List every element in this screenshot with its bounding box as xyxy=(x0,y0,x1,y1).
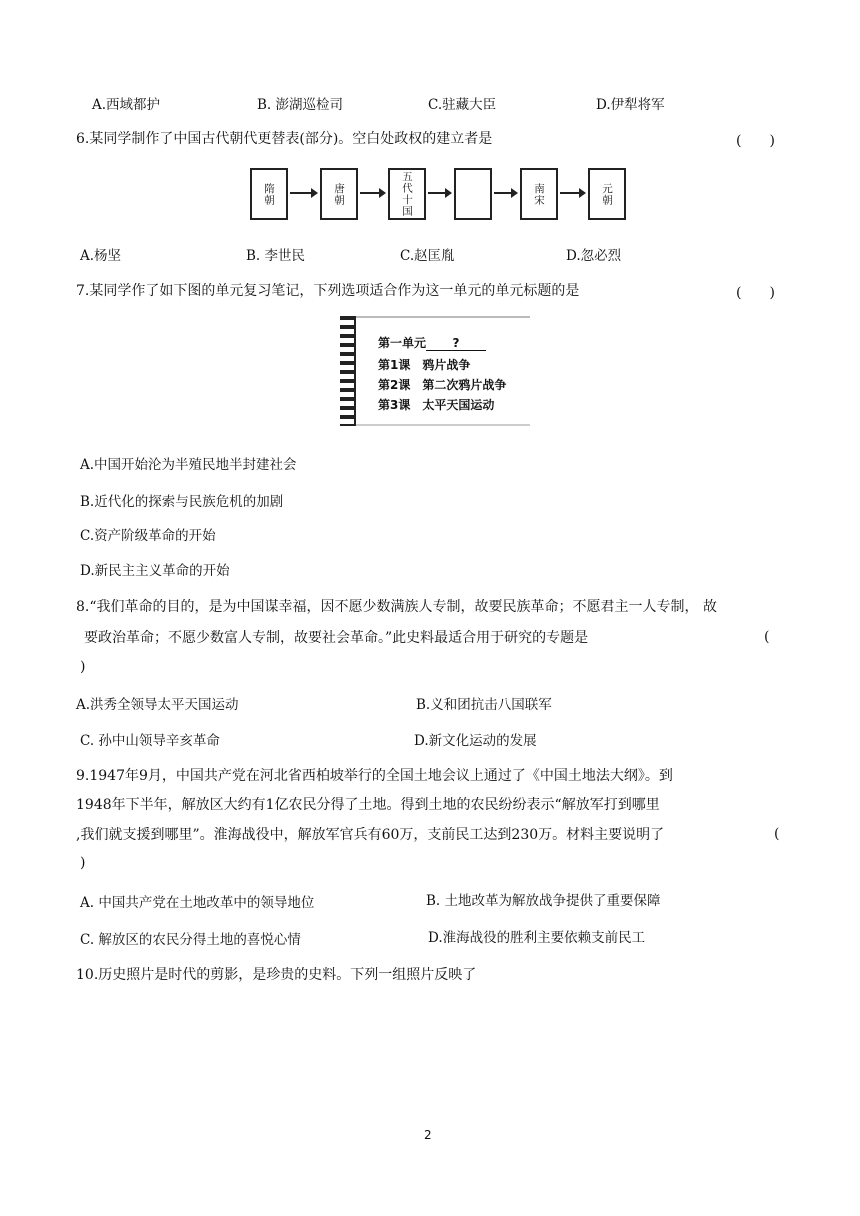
q8-option-d: D.新文化运动的发展 xyxy=(414,733,537,749)
dynasty-box-sui: 隋朝 xyxy=(250,168,288,220)
q5-option-d: D.伊犁将军 xyxy=(596,97,665,113)
q5-option-c: C.驻藏大臣 xyxy=(428,97,497,113)
dynasty-box-yuan: 元朝 xyxy=(588,168,626,220)
q6-option-d: D.忽必烈 xyxy=(566,248,622,264)
q9-option-b: B. 土地改革为解放战争提供了重要保障 xyxy=(426,893,661,909)
q5-option-a: A.西域都护 xyxy=(92,97,161,113)
notebook-lesson-1: 第1课 鸦片战争 xyxy=(378,358,471,372)
q6-option-c: C.赵匡胤 xyxy=(400,248,455,264)
q7-option-b: B.近代化的探索与民族危机的加剧 xyxy=(80,494,284,510)
notebook-unit-blank: ? xyxy=(426,336,486,351)
q6-answer-paren: ( ) xyxy=(736,133,775,149)
q9-option-c: C. 解放区的农民分得土地的喜悦心情 xyxy=(80,932,301,948)
notebook-lesson-2: 第2课 第二次鸦片战争 xyxy=(378,378,507,392)
q8-paren-close: ) xyxy=(80,659,86,675)
chain-arrow xyxy=(290,192,316,194)
notebook-bottom-edge xyxy=(356,424,530,426)
q9-paren-open: ( xyxy=(774,826,780,842)
dynasty-box-blank xyxy=(454,168,492,220)
page-number: 2 xyxy=(424,1128,432,1142)
q7-option-a: A.中国开始沦为半殖民地半封建社会 xyxy=(80,457,297,473)
notebook-spiral xyxy=(340,316,356,426)
q10-stem: 10.历史照片是时代的剪影，是珍贵的史料。下列一组照片反映了 xyxy=(76,967,477,983)
q6-option-a: A.杨坚 xyxy=(80,248,122,264)
q6-option-b: B. 李世民 xyxy=(246,248,306,264)
notebook-top-edge xyxy=(356,316,530,318)
q7-stem: 7.某同学作了如下图的单元复习笔记，下列选项适合作为这一单元的单元标题的是 xyxy=(76,283,580,299)
chain-arrow xyxy=(560,192,584,194)
q8-option-b: B.义和团抗击八国联军 xyxy=(416,697,552,713)
q5-option-b: B. 澎湖巡检司 xyxy=(257,97,344,113)
q9-stem-line-1: 9.1947年9月，中国共产党在河北省西柏坡举行的全国土地会议上通过了《中国土地法大纲》。到 xyxy=(76,768,673,784)
q7-option-c: C.资产阶级革命的开始 xyxy=(80,528,216,544)
review-notebook xyxy=(340,316,530,426)
q8-option-a: A.洪秀全领导太平天国运动 xyxy=(76,697,239,713)
chain-arrow xyxy=(360,192,384,194)
q7-answer-paren: ( ) xyxy=(736,285,775,301)
chain-arrow xyxy=(428,192,450,194)
q8-stem-line-2: 要政治革命；不愿少数富人专制，故要社会革命。”此史料最适合用于研究的专题是 xyxy=(84,630,589,646)
q9-option-d: D.淮海战役的胜利主要依赖支前民工 xyxy=(428,930,646,946)
q6-stem: 6.某同学制作了中国古代朝代更替表(部分)。空白处政权的建立者是 xyxy=(76,131,493,147)
dynasty-box-tang: 唐朝 xyxy=(320,168,358,220)
q9-stem-line-2: 1948年下半年，解放区大约有1亿农民分得了土地。得到土地的农民纷纷表示“解放军打到哪里 xyxy=(76,797,660,813)
q9-option-a: A. 中国共产党在土地改革中的领导地位 xyxy=(80,895,315,911)
notebook-unit-line xyxy=(378,334,486,351)
q9-stem-line-3: ,我们就支援到哪里”。淮海战役中，解放军官兵有60万，支前民工达到230万。材料主要说明了 xyxy=(76,827,665,843)
q9-paren-close: ) xyxy=(80,855,86,871)
dynasty-box-five-dynasties: 五代十国 xyxy=(388,168,426,220)
dynasty-box-southern-song: 南宋 xyxy=(520,168,558,220)
chain-arrow xyxy=(494,192,516,194)
q7-option-d: D.新民主主义革命的开始 xyxy=(80,563,230,579)
q8-paren-open: ( xyxy=(764,629,770,645)
q8-option-c: C. 孙中山领导辛亥革命 xyxy=(80,733,220,749)
q8-stem-line-1: 8.“我们革命的目的，是为中国谋幸福，因不愿少数满族人专制，故要民族革命；不愿君主一人专制， 故 xyxy=(76,599,717,615)
notebook-lesson-3: 第3课 太平天国运动 xyxy=(378,398,495,412)
notebook-unit-title: 第一单元 xyxy=(378,336,427,350)
